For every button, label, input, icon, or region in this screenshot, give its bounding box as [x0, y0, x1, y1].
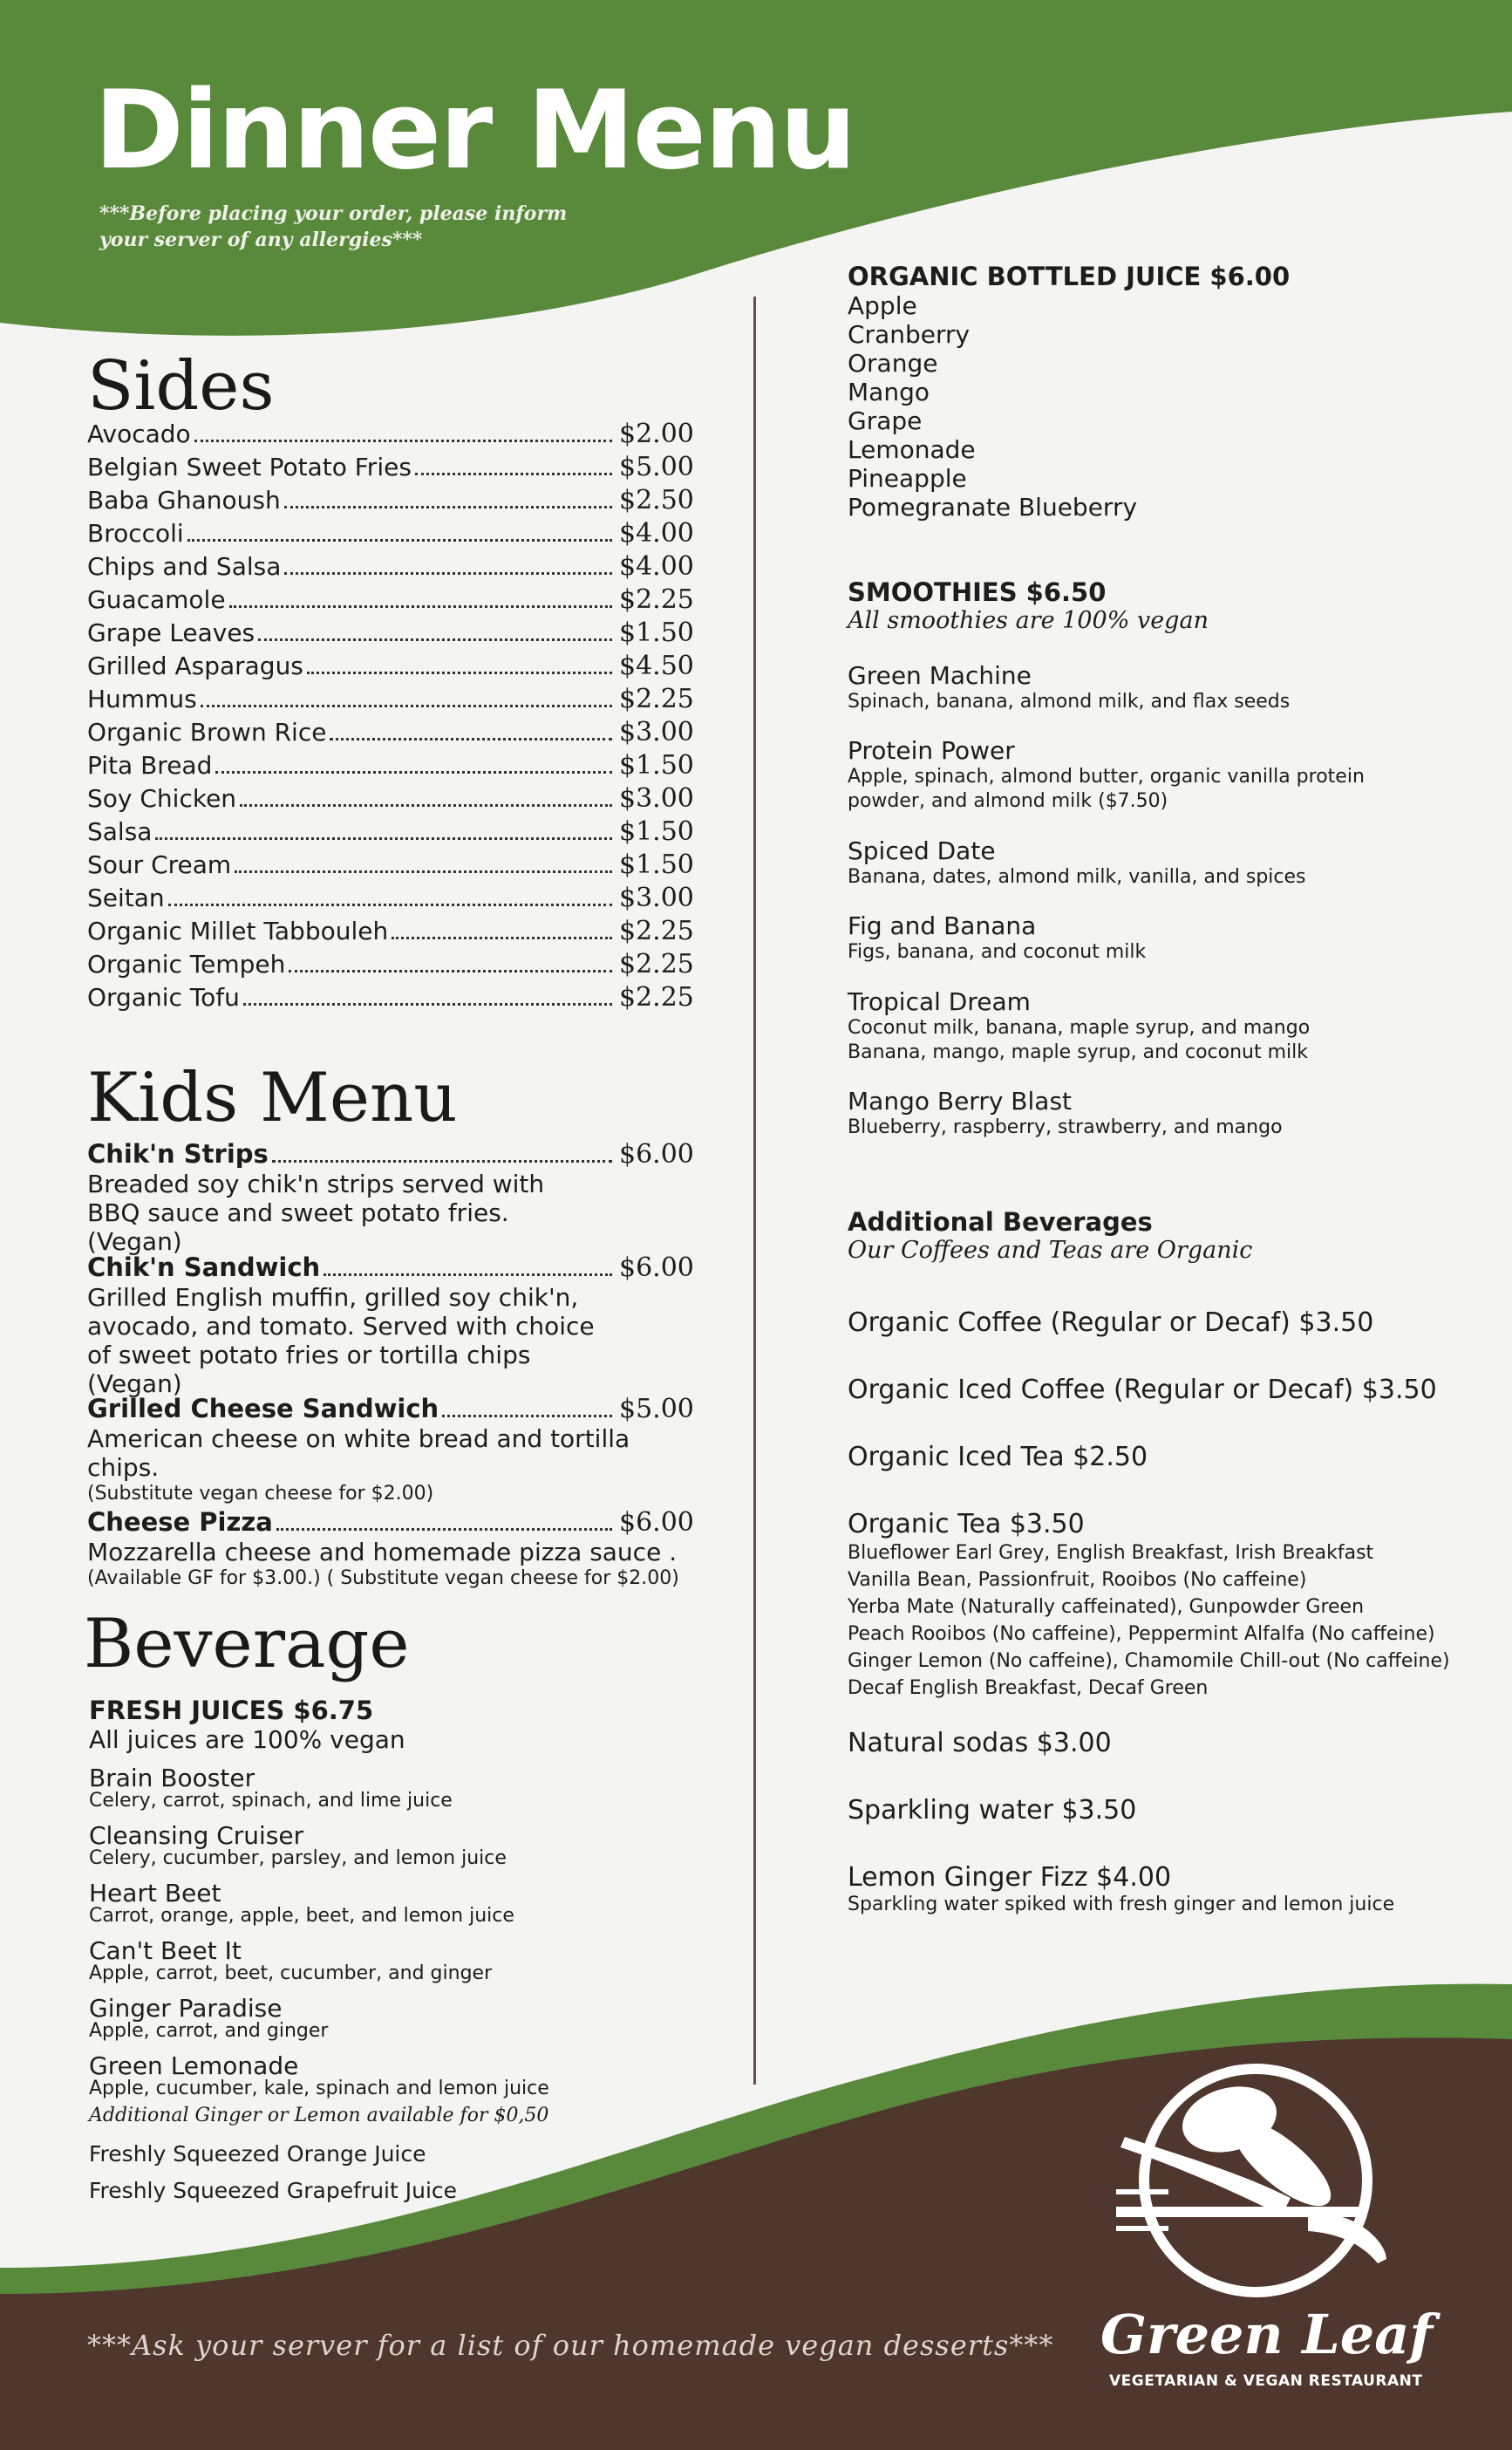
side-price: $1.50	[619, 816, 694, 847]
list-item	[87, 783, 694, 816]
tea-line: Decaf English Breakfast, Decaf Green	[848, 1677, 1209, 1699]
side-price: $3.00	[619, 717, 694, 747]
juice-addon-note: Additional Ginger or Lemon available for $0,50	[89, 2105, 549, 2126]
side-name: Soy Chicken	[87, 784, 237, 813]
list-item	[87, 883, 694, 916]
side-price: $3.00	[619, 883, 694, 913]
additional-beverages-title: Additional Beverages	[848, 1207, 1153, 1237]
side-name: Grape Leaves	[87, 618, 255, 647]
column-divider	[753, 297, 756, 2085]
side-price: $2.50	[619, 485, 694, 515]
juice-name: Ginger Paradise	[89, 1994, 283, 2023]
list-item	[87, 916, 694, 949]
list-item	[89, 2051, 691, 2105]
side-name: Guacamole	[87, 585, 226, 614]
kids-item-price: $5.00	[619, 1394, 694, 1424]
smoothies-section	[848, 577, 1458, 1140]
fresh-juices-title: FRESH JUICES $6.75	[89, 1696, 374, 1725]
list-item	[89, 1821, 691, 1881]
desserts-note: ***Ask your server for a list of our homemade vegan desserts***	[87, 2329, 1054, 2362]
list-item	[848, 737, 1458, 837]
additional-beverages-section	[848, 1207, 1458, 1917]
smoothie-desc: Banana, dates, almond milk, vanilla, and spices	[848, 866, 1306, 888]
tea-line: Blueflower Earl Grey, English Breakfast, Irish Breakfast	[848, 1542, 1374, 1564]
tea-varieties	[848, 1539, 1458, 1702]
side-name: Organic Tempeh	[87, 950, 286, 979]
juice-desc: Apple, carrot, and ginger	[89, 2020, 329, 2042]
list-item	[87, 717, 694, 750]
smoothie-name: Green Machine	[848, 661, 1032, 690]
list-item: Apple	[848, 291, 917, 320]
list-item: Organic Iced Tea $2.50	[848, 1442, 1148, 1472]
side-name: Pita Bread	[87, 751, 213, 780]
kids-item-desc: Grilled English muffin, grilled soy chik'n, avocado, and tomato. Served with choice of sweet potato fries or tortilla chips (Vegan)	[87, 1283, 595, 1398]
smoothie-desc: Apple, spinach, almond butter, organic vanilla protein	[848, 766, 1365, 788]
side-price: $1.50	[619, 750, 694, 781]
side-name: Avocado	[87, 420, 191, 448]
side-price: $2.25	[619, 584, 694, 615]
list-item	[87, 850, 694, 883]
list-item	[87, 750, 694, 783]
kids-item	[87, 1507, 694, 1591]
side-name: Organic Brown Rice	[87, 718, 327, 747]
list-item	[87, 485, 694, 518]
side-name: Baba Ghanoush	[87, 486, 281, 515]
list-item	[87, 684, 694, 717]
kids-item-price: $6.00	[619, 1139, 694, 1170]
juice-desc: Apple, cucumber, kale, spinach and lemon juice	[89, 2078, 549, 2099]
additional-beverages-subtitle: Our Coffees and Teas are Organic	[848, 1237, 1253, 1264]
tea-line: Ginger Lemon (No caffeine), Chamomile Chill-out (No caffeine)	[848, 1650, 1450, 1672]
list-item	[87, 518, 694, 551]
kids-item-desc: Mozzarella cheese and homemade pizza sauce .	[87, 1538, 678, 1566]
list-item	[87, 651, 694, 684]
side-name: Hummus	[87, 685, 197, 713]
side-name: Belgian Sweet Potato Fries	[87, 453, 412, 481]
fizz-desc: Sparkling water spiked with fresh ginger and lemon juice	[848, 1894, 1395, 1915]
side-price: $2.25	[619, 916, 694, 946]
side-price: $4.00	[619, 551, 694, 582]
kids-item-desc: American cheese on white bread and tortilla chips.	[87, 1424, 630, 1482]
smoothie-desc: Spinach, banana, almond milk, and flax seeds	[848, 691, 1291, 713]
side-price: $5.00	[619, 452, 694, 482]
kids-item	[87, 1252, 694, 1398]
list-item	[87, 982, 694, 1015]
brand-tagline: VEGETARIAN & VEGAN RESTAURANT	[1109, 2372, 1423, 2390]
smoothie-desc: Banana, mango, maple syrup, and coconut milk	[848, 1041, 1309, 1063]
side-price: $4.50	[619, 651, 694, 681]
kids-heading: Kids Menu	[87, 1059, 458, 1137]
list-item	[89, 1936, 691, 1996]
kids-item-note: (Substitute vegan cheese for $2.00)	[87, 1483, 434, 1505]
list-item: Organic Iced Coffee (Regular or Decaf) $3.50	[848, 1375, 1437, 1405]
juice-name: Can't Beet It	[89, 1936, 242, 1965]
list-item: Natural sodas $3.00	[848, 1728, 1112, 1758]
list-item: Organic Tea $3.50	[848, 1509, 1085, 1539]
list-item: Cranberry	[848, 320, 971, 349]
side-price: $1.50	[619, 618, 694, 648]
juice-desc: Celery, cucumber, parsley, and lemon juice	[89, 1847, 507, 1869]
juice-name: Cleansing Cruiser	[89, 1821, 304, 1850]
side-name: Organic Millet Tabbouleh	[87, 917, 389, 945]
kids-item-price: $6.00	[619, 1507, 694, 1538]
side-price: $2.25	[619, 982, 694, 1013]
kids-item-name: Chik'n Strips	[87, 1139, 269, 1169]
side-price: $3.00	[619, 783, 694, 814]
list-item	[89, 1766, 691, 1824]
kids-item-price: $6.00	[619, 1252, 694, 1283]
list-item: Pomegranate Blueberry	[848, 493, 1138, 522]
tea-line: Yerba Mate (Naturally caffeinated), Gunpowder Green	[848, 1596, 1365, 1618]
list-item	[848, 662, 1458, 737]
list-item: Freshly Squeezed Orange Juice	[89, 2141, 426, 2167]
allergy-note: ***Before placing your order, please inform your server of any allergies***	[99, 202, 568, 251]
sides-list	[87, 419, 694, 1015]
list-item	[87, 584, 694, 618]
list-item	[848, 1088, 1458, 1140]
juice-name: Heart Beet	[89, 1879, 221, 1907]
side-name: Broccoli	[87, 519, 184, 548]
bottled-juice-section	[848, 262, 1458, 522]
smoothie-name: Fig and Banana	[848, 911, 1037, 940]
smoothie-name: Mango Berry Blast	[848, 1087, 1073, 1116]
list-item: Lemon Ginger Fizz $4.00	[848, 1862, 1172, 1893]
list-item	[89, 1881, 691, 1939]
juice-name: Brain Booster	[89, 1764, 255, 1792]
list-item	[848, 837, 1458, 912]
juice-desc: Carrot, orange, apple, beet, and lemon juice	[89, 1905, 514, 1927]
list-item: Organic Coffee (Regular or Decaf) $3.50	[848, 1307, 1374, 1338]
list-item	[87, 618, 694, 651]
juice-desc: Apple, carrot, beet, cucumber, and ginger	[89, 1962, 493, 1984]
kids-item-note: (Available GF for $3.00.) ( Substitute vegan cheese for $2.00)	[87, 1567, 679, 1589]
list-item: Sparkling water $3.50	[848, 1795, 1137, 1826]
smoothie-desc: powder, and almond milk ($7.50)	[848, 790, 1168, 812]
sides-heading: Sides	[87, 347, 275, 426]
side-price: $2.25	[619, 949, 694, 979]
juice-name: Green Lemonade	[89, 2051, 299, 2080]
brand-logo-text: Green Leaf	[1100, 2303, 1434, 2366]
fresh-juices-section	[89, 1696, 691, 2203]
smoothies-title: SMOOTHIES $6.50	[848, 577, 1107, 607]
juice-desc: Celery, carrot, spinach, and lime juice	[89, 1790, 453, 1812]
smoothie-name: Spiced Date	[848, 836, 996, 865]
side-name: Grilled Asparagus	[87, 652, 303, 680]
side-name: Chips and Salsa	[87, 552, 282, 581]
side-price: $4.00	[619, 518, 694, 549]
beverage-heading: Beverage	[84, 1605, 410, 1683]
list-item	[87, 816, 694, 850]
list-item: Lemonade	[848, 435, 976, 464]
kids-item-desc: Breaded soy chik'n strips served with BBQ sauce and sweet potato fries. (Vegan)	[87, 1170, 545, 1256]
list-item: Orange	[848, 349, 938, 378]
kids-item-name: Chik'n Sandwich	[87, 1252, 321, 1282]
side-price: $2.00	[619, 419, 694, 449]
list-item	[89, 1996, 691, 2054]
list-item: Mango	[848, 378, 930, 406]
tea-line: Peach Rooibos (No caffeine), Peppermint Alfalfa (No caffeine)	[848, 1623, 1435, 1645]
smoothie-desc: Blueberry, raspberry, strawberry, and mango	[848, 1116, 1283, 1138]
tea-line: Vanilla Bean, Passionfruit, Rooibos (No caffeine)	[848, 1569, 1307, 1591]
kids-item	[87, 1394, 694, 1506]
side-name: Sour Cream	[87, 850, 232, 879]
list-item: Grape	[848, 406, 923, 435]
smoothie-desc: Figs, banana, and coconut milk	[848, 941, 1147, 963]
list-item	[848, 988, 1458, 1088]
smoothie-name: Protein Power	[848, 736, 1015, 765]
smoothie-name: Tropical Dream	[848, 987, 1031, 1016]
kids-item-name: Cheese Pizza	[87, 1507, 273, 1537]
smoothie-desc: Coconut milk, banana, maple syrup, and mango	[848, 1017, 1311, 1039]
side-price: $1.50	[619, 850, 694, 880]
side-name: Salsa	[87, 817, 153, 846]
list-item	[848, 912, 1458, 988]
side-name: Organic Tofu	[87, 983, 240, 1012]
page-title: Dinner Menu	[94, 68, 855, 194]
side-price: $2.25	[619, 684, 694, 714]
kids-item-name: Grilled Cheese Sandwich	[87, 1394, 439, 1423]
list-item	[87, 452, 694, 485]
smoothies-subtitle: All smoothies are 100% vegan	[848, 607, 1209, 634]
side-name: Seitan	[87, 884, 165, 912]
list-item	[87, 551, 694, 584]
list-item: Pineapple	[848, 464, 967, 493]
list-item	[87, 949, 694, 982]
list-item: Freshly Squeezed Grapefruit Juice	[89, 2178, 458, 2203]
fresh-juices-subtitle: All juices are 100% vegan	[89, 1725, 405, 1754]
bottled-juice-title: ORGANIC BOTTLED JUICE $6.00	[848, 262, 1291, 291]
list-item	[87, 419, 694, 452]
kids-item	[87, 1139, 694, 1256]
